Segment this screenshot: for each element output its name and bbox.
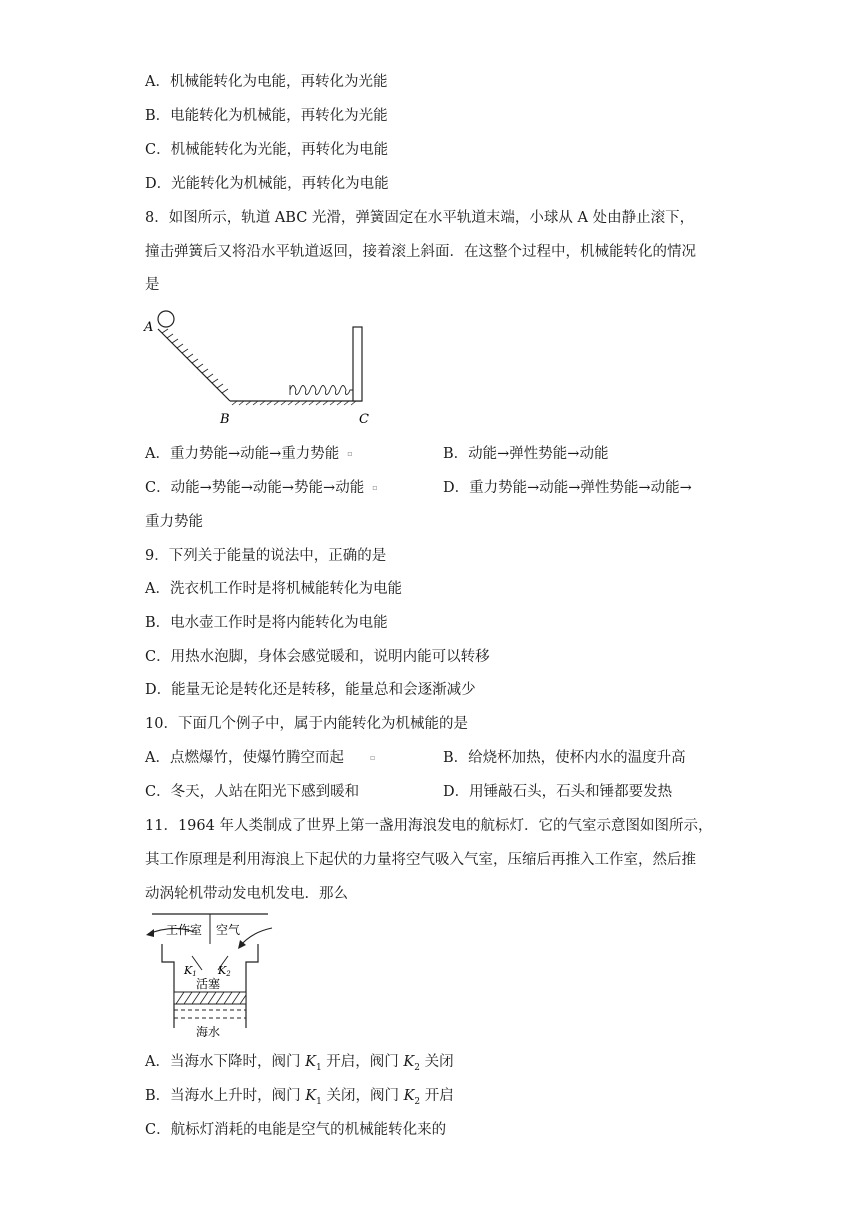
label-seawater: 海水 <box>196 1025 221 1039</box>
q11-option-c: C．航标灯消耗的电能是空气的机械能转化来的 <box>145 1122 447 1138</box>
q9-stem: 9．下列关于能量的说法中，正确的是 <box>145 548 387 564</box>
q11-stem-line1: 11．1964 年人类制成了世界上第一盏用海浪发电的航标灯．它的气室示意图如图所示， <box>145 818 713 834</box>
q7-option-c: C．机械能转化为光能，再转化为电能 <box>145 142 389 158</box>
q8-stem-line3: 是 <box>145 277 160 293</box>
ball <box>158 311 174 327</box>
bullet-dot: ▫ <box>372 483 378 492</box>
bullet-dot: ▫ <box>369 753 376 762</box>
q8-option-c: C．动能→势能→动能→势能→动能 <box>145 480 365 496</box>
bullet-dot: ▫ <box>347 449 353 458</box>
label-c: C <box>359 412 369 427</box>
label-b: B <box>220 412 230 427</box>
left-arrowhead <box>146 929 154 937</box>
q11-option-b-text3: 开启 <box>424 1088 454 1104</box>
q11-option-b <box>145 1086 454 1112</box>
q10-stem: 10．下面几个例子中，属于内能转化为机械能的是 <box>145 716 468 732</box>
q10-option-d: D．用锤敲石头，石头和锤都要发热 <box>443 784 673 800</box>
q8-track-diagram <box>140 305 380 430</box>
valve-symbol: K <box>403 1054 415 1070</box>
horizontal-hatching <box>232 401 356 405</box>
label-a: A <box>144 320 154 335</box>
q8-option-d-cont: 重力势能 <box>145 514 203 530</box>
q11-option-a-text2: 开启，阀门 <box>326 1054 404 1070</box>
q8-option-a: A．重力势能→动能→重力势能 <box>145 446 340 462</box>
q9-option-d: D．能量无论是转化还是转移，能量总和会逐渐减少 <box>145 682 476 698</box>
q8-option-a-row <box>145 444 353 464</box>
q10-option-b: B．给烧杯加热，使杯内水的温度升高 <box>443 750 686 766</box>
q11-option-a-text3: 关闭 <box>424 1054 454 1070</box>
q11-air-chamber-diagram <box>140 910 280 1040</box>
q11-stem-line3: 动涡轮机带动发电机发电．那么 <box>145 886 348 902</box>
valve-subscript: 1 <box>316 1096 322 1107</box>
label-piston: 活塞 <box>196 977 221 991</box>
q9-option-b: B．电水壶工作时是将内能转化为电能 <box>145 615 388 631</box>
q11-stem-line2: 其工作原理是利用海浪上下起伏的力量将空气吸入气室，压缩后再推入工作室，然后推 <box>145 852 696 868</box>
right-arrow <box>240 928 272 946</box>
q11-option-a <box>145 1052 454 1078</box>
incline-hatching <box>162 329 228 393</box>
q8-option-d: D．重力势能→动能→弹性势能→动能→ <box>443 480 692 496</box>
label-k2: K2 <box>218 964 231 978</box>
label-air: 空气 <box>216 923 241 937</box>
q9-option-a: A．洗衣机工作时是将机械能转化为电能 <box>145 581 402 597</box>
q8-stem-line1: 8．如图所示，轨道 ABC 光滑，弹簧固定在水平轨道末端，小球从 A 处由静止滚下， <box>145 210 695 226</box>
end-wall <box>353 327 362 401</box>
q7-option-b: B．电能转化为机械能，再转化为光能 <box>145 108 388 124</box>
q11-option-b-text1: B．当海水上升时，阀门 <box>145 1088 306 1104</box>
valve-subscript: 1 <box>315 1062 322 1073</box>
q8-stem-line2: 撞击弹簧后又将沿水平轨道返回，接着滚上斜面．在这整个过程中，机械能转化的情况 <box>145 244 696 260</box>
incline-track <box>158 329 230 401</box>
label-workroom: 工作室 <box>166 923 203 937</box>
q11-option-b-text2: 关闭，阀门 <box>326 1088 404 1104</box>
q10-option-a: A．点燃爆竹，使爆竹腾空而起 <box>145 750 344 766</box>
valve-symbol: K <box>305 1054 316 1070</box>
spring <box>290 385 353 395</box>
q9-option-c: C．用热水泡脚，身体会感觉暖和，说明内能可以转移 <box>145 649 490 665</box>
valve-subscript: 2 <box>414 1062 420 1073</box>
valve-k1 <box>192 956 202 970</box>
q8-option-b: B．动能→弹性势能→动能 <box>443 446 609 462</box>
label-k1: K1 <box>184 964 197 978</box>
q7-option-a: A．机械能转化为电能，再转化为光能 <box>145 74 388 90</box>
valve-symbol: K <box>305 1088 317 1104</box>
q10-option-c: C．冬天，人站在阳光下感到暖和 <box>145 784 360 800</box>
q7-option-d: D．光能转化为机械能，再转化为电能 <box>145 176 389 192</box>
q11-option-a-text1: A．当海水下降时，阀门 <box>145 1054 306 1070</box>
q10-option-a-row <box>145 748 375 768</box>
q8-option-c-row <box>145 478 378 498</box>
valve-subscript: 2 <box>414 1096 421 1107</box>
valve-symbol: K <box>403 1088 415 1104</box>
